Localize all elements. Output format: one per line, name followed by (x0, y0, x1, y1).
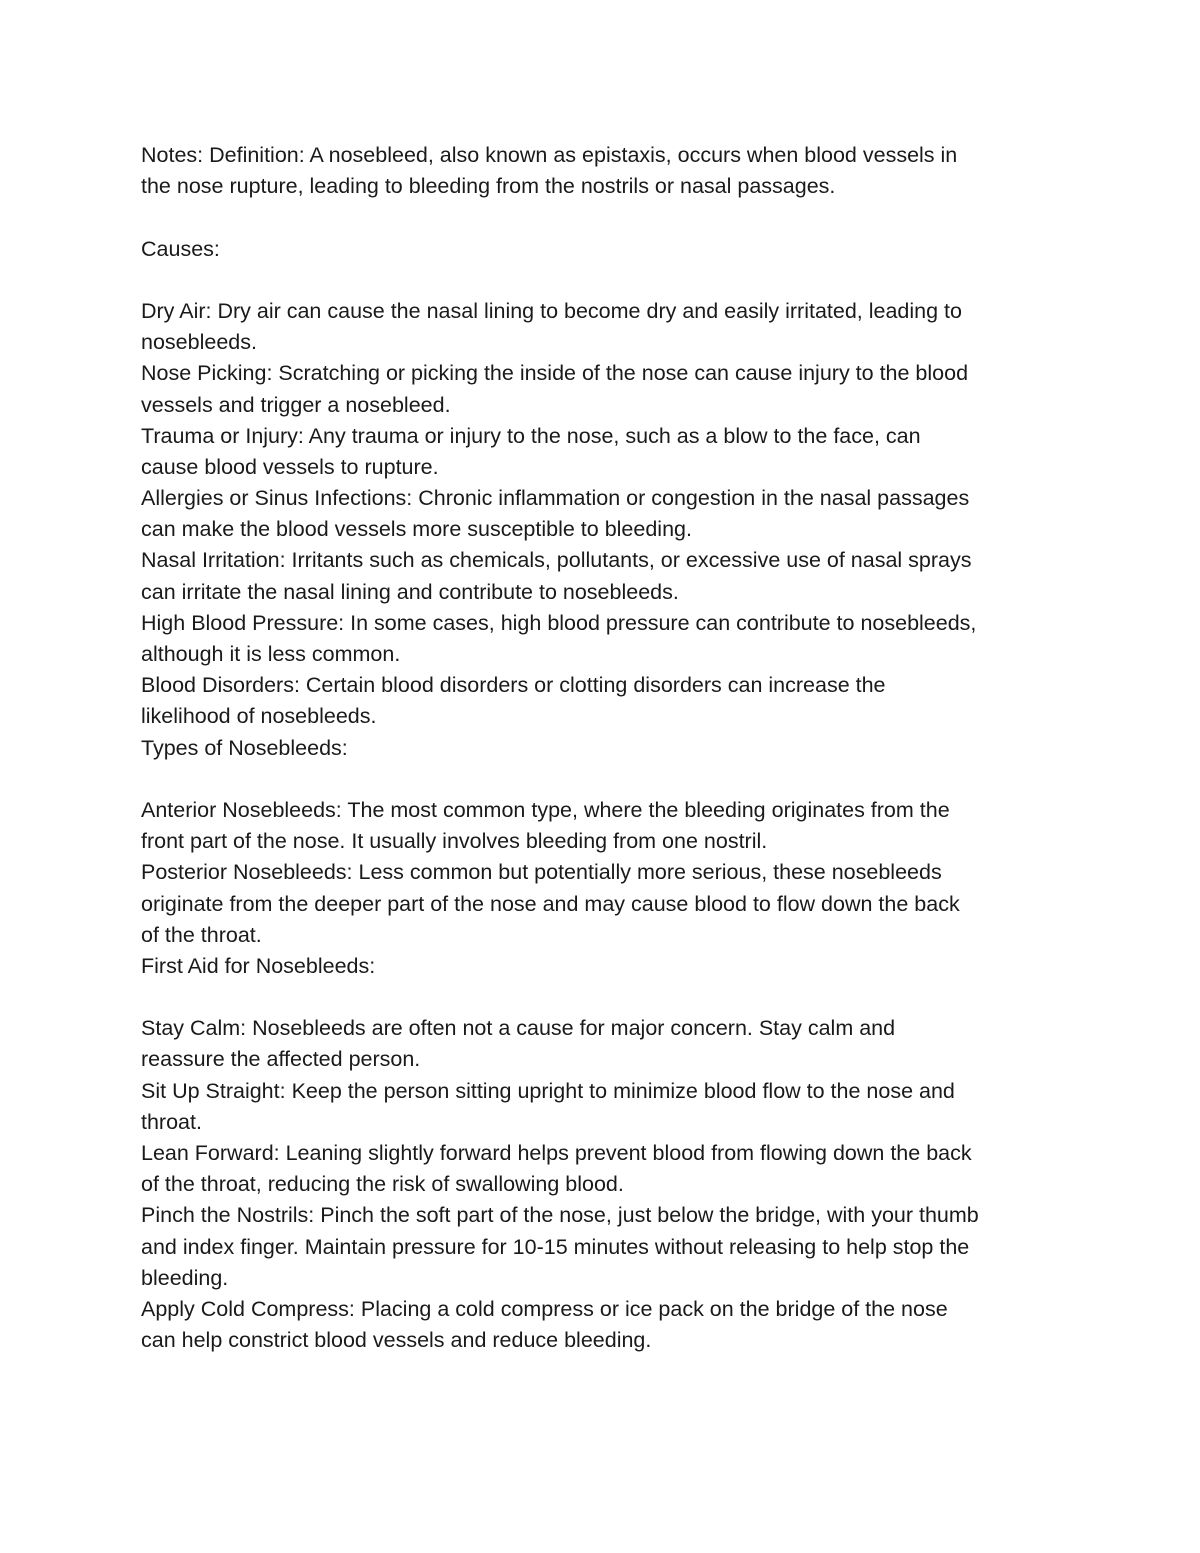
document-page (141, 140, 1071, 1356)
types-heading: Types of Nosebleeds: (141, 735, 348, 760)
cause-blood-disorders-line-2: likelihood of nosebleeds. (141, 704, 377, 729)
aid-cold-compress-line-2: can help constrict blood vessels and reduce bleeding. (141, 1328, 652, 1353)
cause-trauma-line-1: Trauma or Injury: Any trauma or injury to the nose, such as a blow to the face, can (141, 423, 921, 448)
cause-nose-picking-line-1: Nose Picking: Scratching or picking the inside of the nose can cause injury to the blood (141, 361, 969, 386)
cause-blood-disorders-line-1: Blood Disorders: Certain blood disorders or clotting disorders can increase the (141, 673, 886, 698)
type-posterior-line-2: originate from the deeper part of the nose and may cause blood to flow down the back (141, 891, 960, 916)
definition-line-2: the nose rupture, leading to bleeding from the nostrils or nasal passages. (141, 174, 836, 199)
cause-nose-picking-line-2: vessels and trigger a nosebleed. (141, 392, 451, 417)
cause-dry-air-line-1: Dry Air: Dry air can cause the nasal lining to become dry and easily irritated, leading to (141, 298, 962, 323)
cause-allergies-line-1: Allergies or Sinus Infections: Chronic inflammation or congestion in the nasal passages (141, 486, 970, 511)
aid-sit-up-line-2: throat. (141, 1109, 202, 1134)
cause-high-blood-pressure-line-1: High Blood Pressure: In some cases, high blood pressure can contribute to nosebleeds, (141, 610, 977, 635)
cause-high-blood-pressure-line-2: although it is less common. (141, 642, 401, 666)
first-aid-heading: First Aid for Nosebleeds: (141, 953, 376, 978)
aid-lean-forward-line-1: Lean Forward: Leaning slightly forward helps prevent blood from flowing down the back (141, 1141, 972, 1165)
type-posterior-line-1: Posterior Nosebleeds: Less common but potentially more serious, these nosebleeds (141, 860, 942, 885)
aid-pinch-line-2: and index finger. Maintain pressure for 10-15 minutes without releasing to help stop the (141, 1234, 970, 1259)
causes-heading: Causes: (141, 236, 220, 261)
cause-trauma-line-2: cause blood vessels to rupture. (141, 454, 439, 479)
aid-pinch-line-3: bleeding. (141, 1265, 229, 1290)
aid-stay-calm-line-2: reassure the affected person. (141, 1047, 421, 1072)
definition-line-1: Notes: Definition: A nosebleed, also known as epistaxis, occurs when blood vessels in (141, 143, 958, 167)
type-anterior-line-2: front part of the nose. It usually involves bleeding from one nostril. (141, 829, 768, 854)
aid-lean-forward-line-2: of the throat, reducing the risk of swallowing blood. (141, 1172, 624, 1197)
aid-cold-compress-line-1: Apply Cold Compress: Placing a cold compress or ice pack on the bridge of the nose (141, 1296, 948, 1321)
cause-nasal-irritation-line-2: can irritate the nasal lining and contribute to nosebleeds. (141, 579, 679, 604)
aid-sit-up-line-1: Sit Up Straight: Keep the person sitting upright to minimize blood flow to the nose and (141, 1078, 955, 1103)
blank-line (141, 982, 1071, 1013)
type-anterior-line-1: Anterior Nosebleeds: The most common type, where the bleeding originates from the (141, 797, 950, 822)
aid-pinch-line-1: Pinch the Nostrils: Pinch the soft part of the nose, just below the bridge, with your thumb (141, 1203, 979, 1228)
blank-line (141, 265, 1071, 296)
cause-nasal-irritation-line-1: Nasal Irritation: Irritants such as chemicals, pollutants, or excessive use of nasal sprays (141, 548, 972, 573)
type-posterior-line-3: of the throat. (141, 922, 262, 947)
blank-line (141, 764, 1071, 795)
blank-line (141, 202, 1071, 233)
cause-allergies-line-2: can make the blood vessels more susceptible to bleeding. (141, 517, 692, 542)
cause-dry-air-line-2: nosebleeds. (141, 330, 257, 355)
aid-stay-calm-line-1: Stay Calm: Nosebleeds are often not a cause for major concern. Stay calm and (141, 1016, 896, 1041)
